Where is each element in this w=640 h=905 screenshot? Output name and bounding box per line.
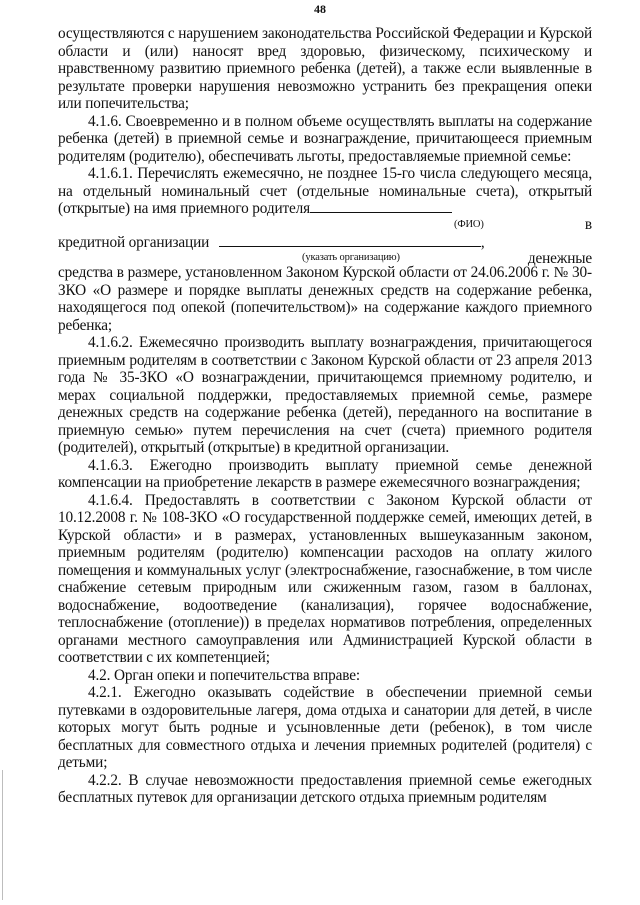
credit-org-blank xyxy=(219,234,481,247)
paragraph-4-1-6-1-text: 4.1.6.1. Перечислять ежемесячно, не позднее 15-го числа следующего месяца, на отдельный номинальный счет (отдельные номинальные счета), открытый (открытые) на имя приемного родителя xyxy=(58,165,592,217)
fio-caption: (ФИО) xyxy=(454,218,484,230)
fio-caption-row xyxy=(58,215,592,233)
paragraph-4-1-6-3: 4.1.6.3. Ежегодно производить выплату приемной семье денежной компенсации на приобретение лекарств в размере ежемесячного вознаграждения; xyxy=(58,456,592,491)
guardian-name-blank xyxy=(310,200,452,213)
paragraph-4-1-6-1-rest: средства в размере, установленном Законом Курской области от 24.06.2006 г. № 30- ЗКО «О размере и порядке выплаты денежных средств на содержание ребенка, находящегося под опекой (попечительством)» на содержание каждого приемного ребенка; xyxy=(58,264,592,334)
credit-org-comma: , xyxy=(480,233,485,251)
paragraph-4-2-1: 4.2.1. Ежегодно оказывать содействие в обеспечении приемной семьи путевками в оздоровительные лагеря, дома отдыха и санатории для детей, в числе которых могут быть родные и усыновленные дети (ребенок), в том числе бесплатных для совместного отдыха и лечения приемных родителей (родителя) с детьми; xyxy=(58,684,592,771)
paragraph-continuation: осуществляются с нарушением законодательства Российской Федерации и Курской области и (или) наносят вред здоровью, физическому, психическому и нравственному развитию приемного ребенка (детей), а также если выявленные в результате проверки нарушения невозможно устранить без прекращения опеки или попечительства; xyxy=(58,25,592,112)
credit-org-line xyxy=(58,234,592,252)
word-v: в xyxy=(584,215,592,233)
credit-org-label: кредитной организации xyxy=(58,233,210,251)
paragraph-4-1-6-1 xyxy=(58,165,592,218)
org-caption: (указать организацию) xyxy=(302,252,400,263)
paragraph-4-1-6-4: 4.1.6.4. Предоставлять в соответствии с Законом Курской области от 10.12.2008 г. № 108-ЗКО «О государственной поддержке семей, имеющих детей, в Курской области» и в размерах, установленных вышеуказанным законом, приемным родителям (родителю) компенсации расходов на оплату жилого помещения и коммунальных услуг (электроснабжение, газоснабжение, в том числе снабжение сетевым природным или сжиженным газом, газом в баллонах, водоснабжение, водоотведение (канализация), горячее водоснабжение, теплоснабжение (отопление)) в пределах нормативов потребления, определенных органами местного самоуправления или Администрацией Курской области в соответствии с их компетенцией; xyxy=(58,491,592,666)
word-money: денежные xyxy=(527,250,592,267)
paragraph-4-1-6-2: 4.1.6.2. Ежемесячно производить выплату вознаграждения, причитающегося приемным родителям в соответствии с Законом Курской области от 23 апреля 2013 года № 35-ЗКО «О вознаграждении, причитающемся приемному родителю, и мерах социальной поддержки, предоставляемых приемной семье, размере денежных средств на содержание ребенка (детей), переданного на воспитание в приемную семью» путем перечисления на счет (счета) приемного родителя (родителей), открытый (открытые) в кредитной организации. xyxy=(58,334,592,456)
page-number: 48 xyxy=(314,2,326,16)
paragraph-4-2: 4.2. Орган опеки и попечительства вправе: xyxy=(88,666,360,684)
document-body xyxy=(58,25,592,807)
paragraph-4-2-2: 4.2.2. В случае невозможности предоставления приемной семье ежегодных бесплатных путевок для организации детского отдыха приемным родителям xyxy=(58,771,592,806)
scan-edge-line xyxy=(2,770,3,900)
org-caption-row xyxy=(58,250,592,267)
paragraph-4-1-6: 4.1.6. Своевременно и в полном объеме осуществлять выплаты на содержание ребенка (детей) в приемной семье и вознаграждение, причитающееся приемным родителям (родителю), обеспечивать льготы, предоставляемые приемной семье: xyxy=(58,112,592,165)
